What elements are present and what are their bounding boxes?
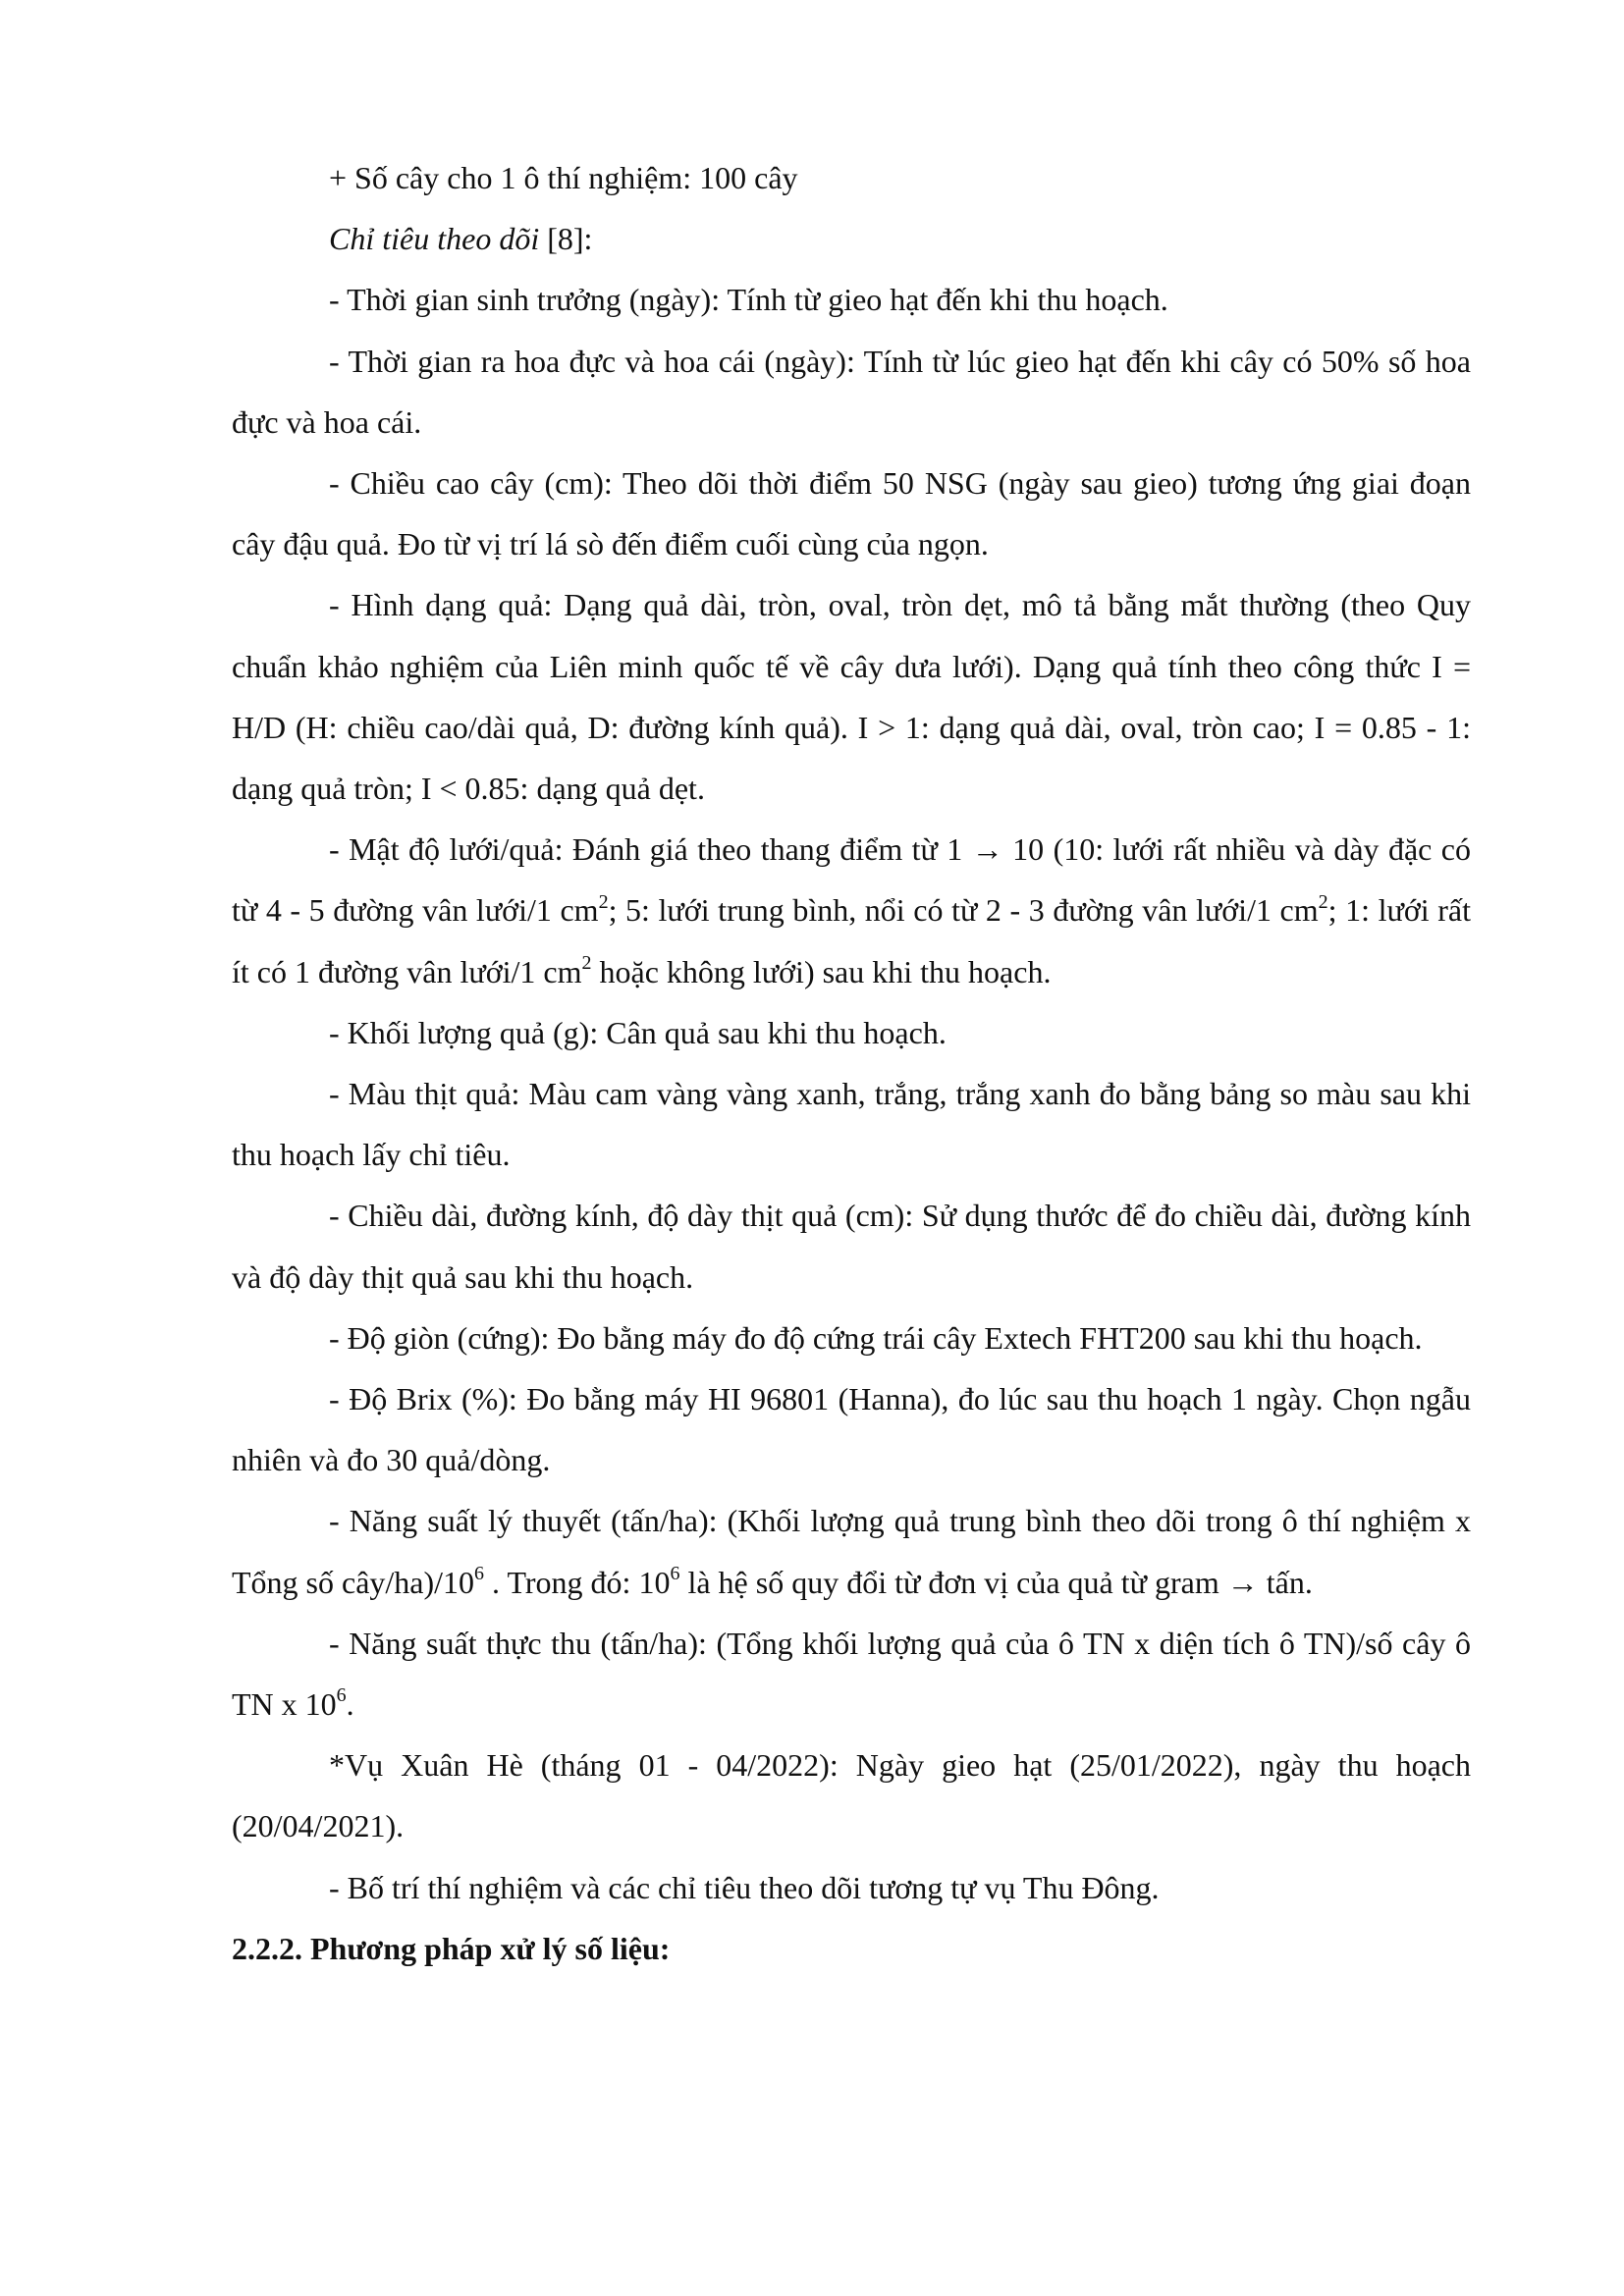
paragraph-plant-height xyxy=(232,453,1471,574)
paragraph-text: - Khối lượng quả (g): Cân quả sau khi thu hoạch. xyxy=(329,1014,947,1050)
document-body xyxy=(232,147,1471,1979)
text-segment: . xyxy=(346,1686,354,1723)
paragraph-fruit-shape xyxy=(232,574,1471,819)
superscript: 2 xyxy=(1318,890,1328,913)
superscript: 2 xyxy=(598,890,609,913)
text-segment: - Năng suất thực thu (tấn/ha): (Tổng khối lượng quả của ô TN x diện tích ô TN)/số cây ô TN x 10 xyxy=(232,1625,1471,1723)
paragraph-theoretical-yield xyxy=(232,1490,1471,1612)
paragraph-flesh-color xyxy=(232,1063,1471,1185)
paragraph-text: - Độ Brix (%): Đo bằng máy HI 96801 (Hanna), đo lúc sau thu hoạch 1 ngày. Chọn ngẫu nhiên và đo 30 quả/dòng. xyxy=(232,1381,1471,1478)
paragraph-brix xyxy=(232,1368,1471,1490)
superscript: 6 xyxy=(474,1563,485,1585)
superscript: 6 xyxy=(670,1563,680,1585)
paragraph-growth-period xyxy=(232,269,1471,330)
paragraph-fruit-dimensions xyxy=(232,1185,1471,1307)
paragraph-text: - Hình dạng quả: Dạng quả dài, tròn, oval, tròn dẹt, mô tả bằng mắt thường (theo Quy chuẩn khảo nghiệm của Liên minh quốc tế về cây dưa lưới). Dạng quả tính theo công thức I = H/D (H: chiều cao/dài quả, D: đường kính quả). I > 1: dạng quả dài, oval, tròn cao; I = 0.85 - 1: dạng quả tròn; I < 0.85: dạng quả dẹt. xyxy=(232,587,1471,807)
paragraph-text: *Vụ Xuân Hè (tháng 01 - 04/2022): Ngày gieo hạt (25/01/2022), ngày thu hoạch (20/04/2021). xyxy=(232,1747,1471,1844)
paragraph-net-density xyxy=(232,819,1471,1002)
paragraph-fruit-weight xyxy=(232,1002,1471,1063)
paragraph-actual-yield xyxy=(232,1613,1471,1735)
section-heading: 2.2.2. Phương pháp xử lý số liệu: xyxy=(232,1930,671,1966)
paragraph-text: - Thời gian sinh trưởng (ngày): Tính từ gieo hạt đến khi thu hoạch. xyxy=(329,282,1168,318)
text-segment: - Mật độ lưới/quả: Đánh giá theo thang điểm từ 1 → 10 (10: lưới rất nhiều và dày đặc có từ 4 - 5 đường vân lưới/1 cm xyxy=(232,831,1471,929)
paragraph-plants-per-plot xyxy=(232,147,1471,208)
paragraph-text: - Màu thịt quả: Màu cam vàng vàng xanh, trắng, trắng xanh đo bằng bảng so màu sau khi thu hoạch lấy chỉ tiêu. xyxy=(232,1076,1471,1173)
superscript: 2 xyxy=(581,951,592,974)
text-segment: ; 1: lưới rất ít có 1 đường vân lưới/1 cm xyxy=(232,892,1472,989)
criteria-reference: [8]: xyxy=(539,221,593,257)
text-segment: là hệ số quy đổi từ đơn vị của quả từ gram → tấn. xyxy=(679,1564,1313,1600)
paragraph-text: - Chiều dài, đường kính, độ dày thịt quả (cm): Sử dụng thước để đo chiều dài, đường kính và độ dày thịt quả sau khi thu hoạch. xyxy=(232,1198,1471,1295)
paragraph-text: - Chiều cao cây (cm): Theo dõi thời điểm 50 NSG (ngày sau gieo) tương ứng giai đoạn cây đậu quả. Đo từ vị trí lá sò đến điểm cuối cùng của ngọn. xyxy=(232,465,1471,562)
paragraph-flowering-time xyxy=(232,331,1471,453)
paragraph-text: + Số cây cho 1 ô thí nghiệm: 100 cây xyxy=(329,160,798,195)
paragraph-spring-summer-season xyxy=(232,1735,1471,1856)
text-segment: hoặc không lưới) sau khi thu hoạch. xyxy=(591,953,1052,989)
paragraph-text: - Bố trí thí nghiệm và các chỉ tiêu theo dõi tương tự vụ Thu Đông. xyxy=(329,1869,1160,1905)
text-segment: - Năng suất lý thuyết (tấn/ha): (Khối lượng quả trung bình theo dõi trong ô thí nghiệm x Tổng số cây/ha)/10 xyxy=(232,1503,1471,1600)
criteria-label: Chỉ tiêu theo dõi xyxy=(329,221,540,257)
paragraph-text: - Độ giòn (cứng): Đo bằng máy đo độ cứng trái cây Extech FHT200 sau khi thu hoạch. xyxy=(329,1319,1423,1356)
paragraph-text: - Thời gian ra hoa đực và hoa cái (ngày): Tính từ lúc gieo hạt đến khi cây có 50% số hoa đực và hoa cái. xyxy=(232,343,1471,440)
superscript: 6 xyxy=(336,1684,347,1707)
paragraph-monitoring-criteria xyxy=(232,208,1471,269)
paragraph-experiment-layout xyxy=(232,1857,1471,1918)
text-segment: ; 5: lưới trung bình, nổi có từ 2 - 3 đường vân lưới/1 cm xyxy=(608,892,1319,929)
paragraph-firmness xyxy=(232,1308,1471,1368)
text-segment: . Trong đó: 10 xyxy=(484,1564,671,1600)
